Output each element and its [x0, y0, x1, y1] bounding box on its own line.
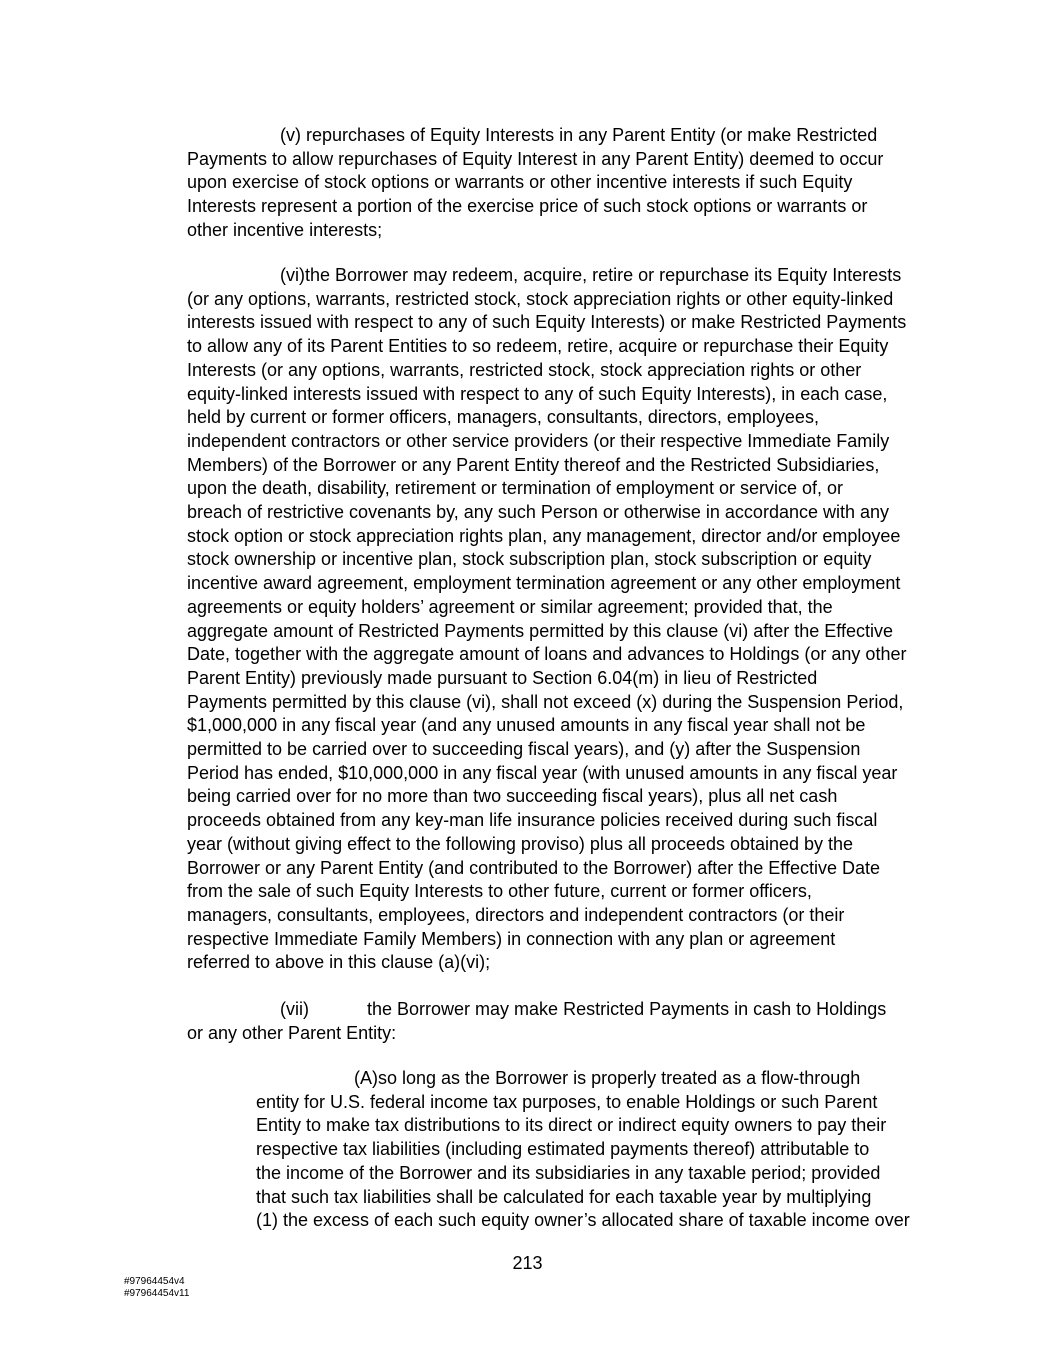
- text-line: Borrower or any Parent Entity (and contributed to the Borrower) after the Effective Date: [187, 857, 881, 878]
- text-line: stock option or stock appreciation rights plan, any management, director and/or employee: [187, 525, 901, 546]
- text-line: being carried over for no more than two succeeding fiscal years), plus all net cash: [187, 786, 838, 807]
- clause-label: (vii): [280, 999, 309, 1019]
- text-line: (A)so long as the Borrower is properly treated as a flow-through: [354, 1068, 861, 1088]
- text-line: Interests (or any options, warrants, restricted stock, stock appreciation rights or other: [187, 359, 862, 380]
- text-line: permitted to be carried over to succeeding fiscal years), and (y) after the Suspension: [187, 739, 861, 760]
- text-line: $1,000,000 in any fiscal year (and any unused amounts in any fiscal year shall not be: [187, 715, 866, 736]
- text-line: Payments permitted by this clause (vi), shall not exceed (x) during the Suspension Period,: [187, 691, 904, 712]
- text-line: the income of the Borrower and its subsidiaries in any taxable period; provided: [256, 1162, 881, 1183]
- text-line: or any other Parent Entity:: [187, 1022, 397, 1043]
- text-line: Date, together with the aggregate amount of loans and advances to Holdings (or any other: [187, 644, 907, 665]
- text-line: equity-linked interests issued with respect to any of such Equity Interests), in each case,: [187, 383, 888, 404]
- paragraph-vii: [187, 998, 932, 1045]
- paragraph-vi: [187, 264, 932, 975]
- document-id: #97964454v4: [124, 1276, 185, 1287]
- text-line: Members) of the Borrower or any Parent Entity thereof and the Restricted Subsidiaries,: [187, 454, 880, 475]
- clause-text: the Borrower may make Restricted Payments in cash to Holdings: [367, 999, 887, 1019]
- text-line: Parent Entity) previously made pursuant to Section 6.04(m) in lieu of Restricted: [187, 667, 818, 688]
- text-line: interests issued with respect to any of such Equity Interests) or make Restricted Payments: [187, 312, 907, 333]
- text-line: respective tax liabilities (including estimated payments thereof) attributable to: [256, 1139, 870, 1160]
- text-line: independent contractors or other service providers (or their respective Immediate Family: [187, 430, 890, 451]
- document-footer: [124, 1276, 189, 1300]
- text-line: referred to above in this clause (a)(vi);: [187, 952, 491, 973]
- text-line: other incentive interests;: [187, 219, 383, 240]
- text-line: breach of restrictive covenants by, any such Person or otherwise in accordance with any: [187, 502, 890, 523]
- text-line: upon exercise of stock options or warrants or other incentive interests if such Equity: [187, 172, 853, 193]
- text-line: (v) repurchases of Equity Interests in any Parent Entity (or make Restricted: [280, 125, 878, 145]
- text-line: Period has ended, $10,000,000 in any fiscal year (with unused amounts in any fiscal year: [187, 762, 898, 783]
- text-line: that such tax liabilities shall be calculated for each taxable year by multiplying: [256, 1186, 872, 1207]
- text-line: (or any options, warrants, restricted stock, stock appreciation rights or other equity-linked: [187, 288, 894, 309]
- text-line: entity for U.S. federal income tax purposes, to enable Holdings or such Parent: [256, 1091, 878, 1112]
- text-line: incentive award agreement, employment termination agreement or any other employment: [187, 573, 901, 594]
- text-line: (1) the excess of each such equity owner’s allocated share of taxable income over: [256, 1210, 910, 1231]
- text-line: from the sale of such Equity Interests to other future, current or former officers,: [187, 881, 812, 902]
- paragraph-v: [187, 124, 932, 243]
- text-line: Payments to allow repurchases of Equity Interest in any Parent Entity) deemed to occur: [187, 148, 884, 169]
- page-number: 213: [512, 1253, 543, 1273]
- text-line: Entity to make tax distributions to its direct or indirect equity owners to pay their: [256, 1115, 887, 1136]
- text-line: year (without giving effect to the following proviso) plus all proceeds obtained by the: [187, 833, 854, 854]
- text-line: held by current or former officers, managers, consultants, directors, employees,: [187, 407, 819, 428]
- text-line: proceeds obtained from any key-man life insurance policies received during such fiscal: [187, 810, 878, 831]
- text-line: respective Immediate Family Members) in connection with any plan or agreement: [187, 928, 836, 949]
- paragraph-a: [256, 1067, 932, 1233]
- document-id: #97964454v11: [124, 1288, 190, 1299]
- text-line: agreements or equity holders’ agreement or similar agreement; provided that, the: [187, 596, 833, 617]
- text-line: aggregate amount of Restricted Payments permitted by this clause (vi) after the Effective: [187, 620, 894, 641]
- text-line: stock ownership or incentive plan, stock subscription plan, stock subscription or equity: [187, 549, 872, 570]
- text-line: managers, consultants, employees, directors and independent contractors (or their: [187, 904, 845, 925]
- text-line: (vi)the Borrower may redeem, acquire, retire or repurchase its Equity Interests: [280, 265, 902, 285]
- text-line: Interests represent a portion of the exercise price of such stock options or warrants or: [187, 196, 868, 217]
- text-line: upon the death, disability, retirement or termination of employment or service of, or: [187, 478, 843, 499]
- text-line: to allow any of its Parent Entities to so redeem, retire, acquire or repurchase their Equity: [187, 336, 889, 357]
- text-line: [187, 998, 932, 1022]
